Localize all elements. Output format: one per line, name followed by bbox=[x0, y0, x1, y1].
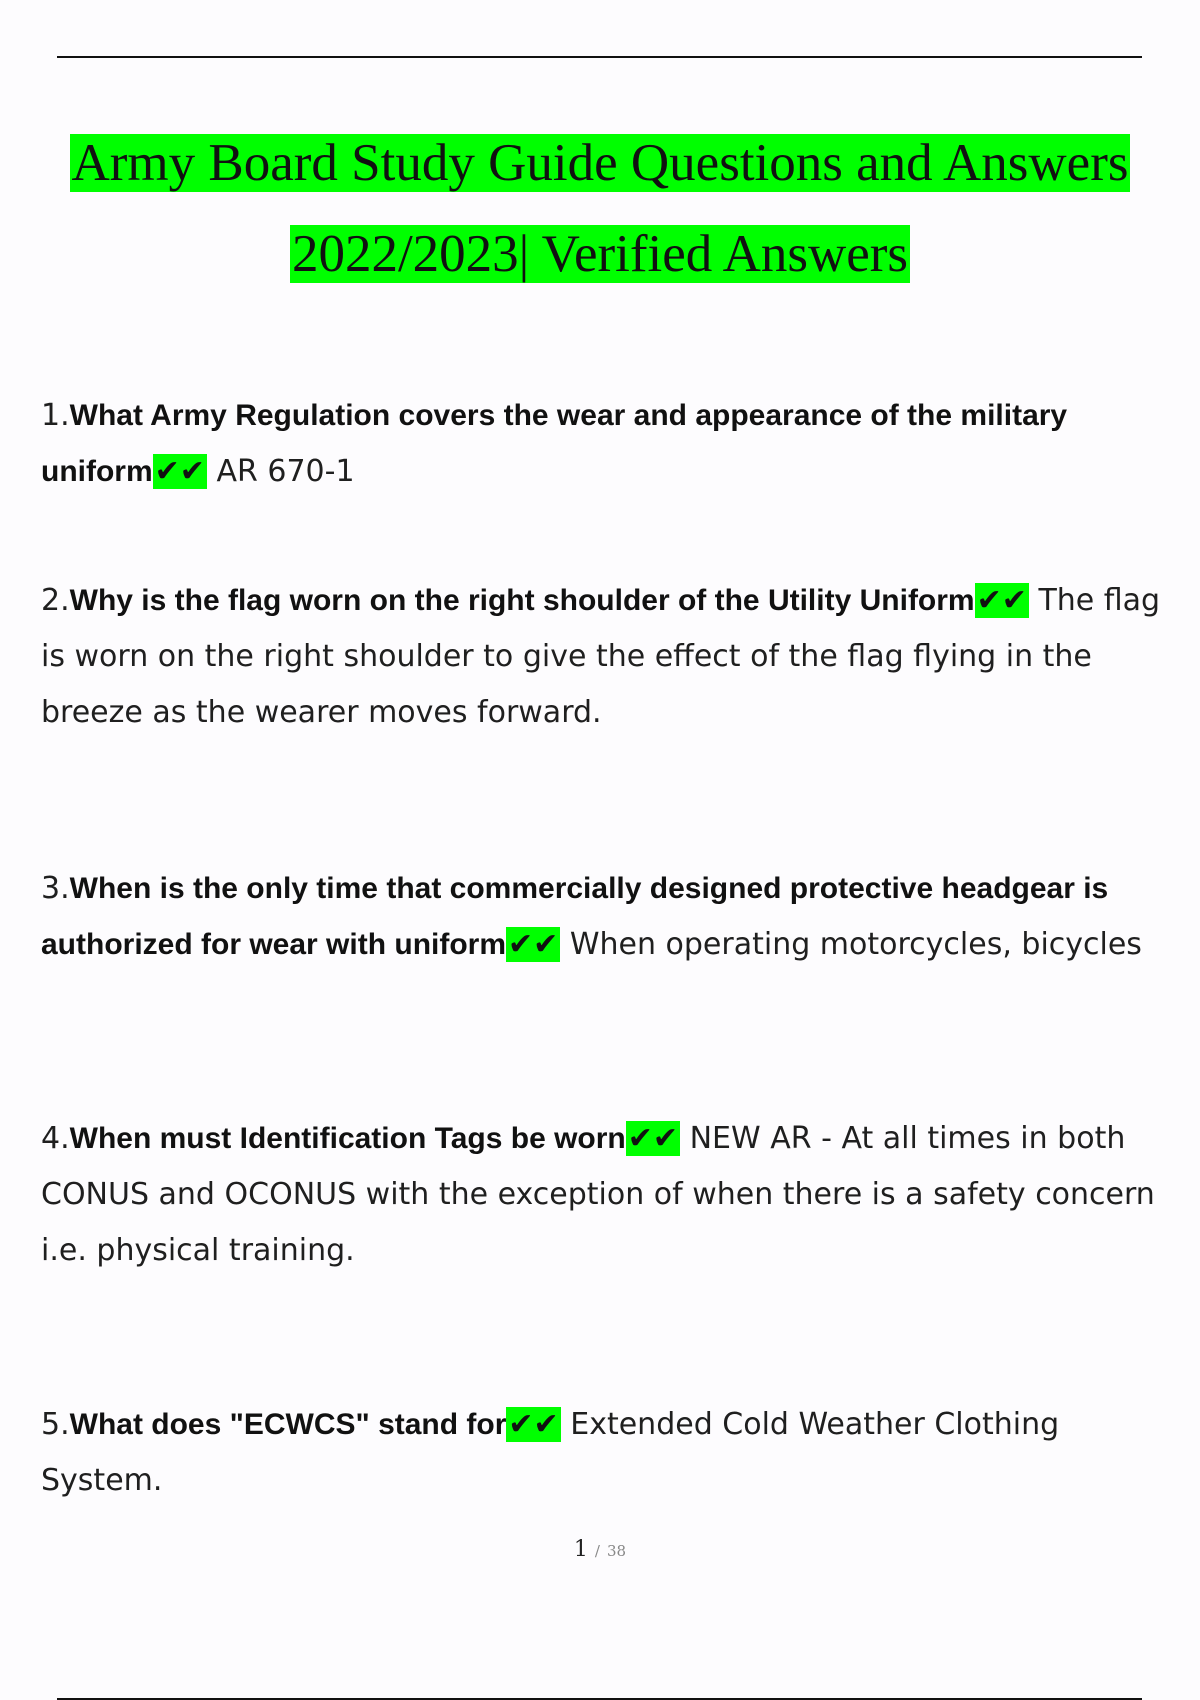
qa-item-2 bbox=[41, 573, 1181, 741]
answer-text: The flag is worn on the right shoulder to give the effect of the flag flying in the breeze as the wearer moves forward. bbox=[41, 583, 1161, 730]
qa-item-5 bbox=[41, 1397, 1181, 1509]
item-number: 5. bbox=[41, 1407, 70, 1442]
item-number: 2. bbox=[41, 583, 70, 618]
answer-text: Extended Cold Weather Clothing System. bbox=[41, 1407, 1060, 1498]
qa-item-1 bbox=[41, 388, 1181, 500]
qa-item-4 bbox=[41, 1111, 1181, 1279]
question-text: Why is the flag worn on the right shoulder of the Utility Uniform bbox=[69, 584, 975, 617]
question-text: What does "ECWCS" stand for bbox=[69, 1408, 507, 1441]
answer-text: AR 670-1 bbox=[216, 454, 355, 489]
check-icon: ✔✔ bbox=[627, 1121, 679, 1156]
answer-text: NEW AR - At all times in both CONUS and OCONUS with the exception of when there is a safety concern i.e. physical training. bbox=[41, 1121, 1155, 1268]
title-line-2: 2022/2023| Verified Answers bbox=[291, 225, 909, 283]
item-number: 1. bbox=[41, 398, 70, 433]
item-number: 3. bbox=[41, 871, 70, 906]
check-icon: ✔✔ bbox=[508, 927, 559, 962]
page-current: 1 bbox=[573, 1537, 588, 1562]
question-text: When is the only time that commercially designed protective headgear is authorized for wear with uniform bbox=[41, 872, 1109, 961]
qa-item-3 bbox=[41, 861, 1181, 973]
item-number: 4. bbox=[41, 1121, 70, 1156]
check-icon: ✔✔ bbox=[508, 1407, 559, 1442]
top-rule bbox=[57, 56, 1142, 58]
check-icon: ✔✔ bbox=[154, 454, 205, 489]
page-indicator bbox=[0, 1537, 1200, 1562]
page-total: 38 bbox=[606, 1542, 627, 1560]
question-text: What Army Regulation covers the wear and appearance of the military uniform bbox=[41, 399, 1068, 488]
document-title bbox=[0, 118, 1200, 300]
question-text: When must Identification Tags be worn bbox=[69, 1122, 626, 1155]
title-line-1: Army Board Study Guide Questions and Answers bbox=[71, 134, 1129, 192]
page-separator: / bbox=[594, 1542, 600, 1560]
check-icon: ✔✔ bbox=[976, 583, 1027, 618]
answer-text: When operating motorcycles, bicycles bbox=[569, 927, 1142, 962]
